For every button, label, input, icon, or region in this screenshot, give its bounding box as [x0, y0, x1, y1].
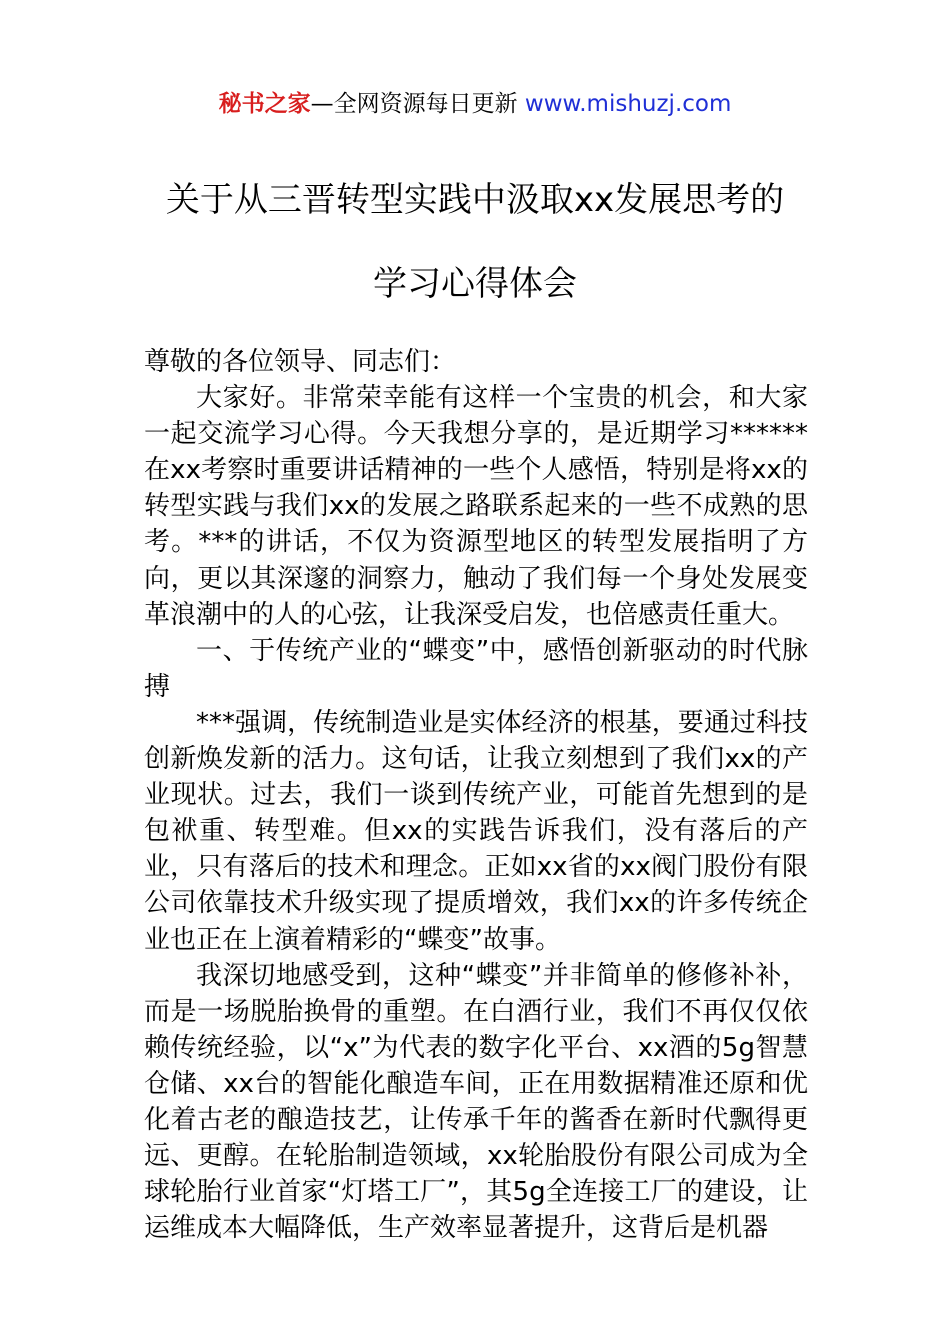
brand-name: 秘书之家 [218, 91, 311, 117]
document-body [144, 344, 808, 1246]
site-tagline: —全网资源每日更新 [310, 91, 518, 117]
paragraph-3: 我深切地感受到，这种“蝶变”并非简单的修修补补，而是一场脱胎换骨的重塑。在白酒行业，我们不再仅仅依赖传统经验，以“x”为代表的数字化平台、xx酒的5g智慧仓储、xx台的智能化酿造车间，正在用数据精准还原和优化着古老的酿造技艺，让传承千年的酱香在新时代飘得更远、更醇。在轮胎制造领域，xx轮胎股份有限公司成为全球轮胎行业首家“灯塔工厂”，其5g全连接工厂的建设，让运维成本大幅降低，生产效率显著提升，这背后是机器 [144, 960, 808, 1244]
paragraph-intro: 大家好。非常荣幸能有这样一个宝贵的机会，和大家一起交流学习心得。今天我想分享的，是近期学习******在xx考察时重要讲话精神的一些个人感悟，特别是将xx的转型实践与我们xx的发展之路联系起来的一些不成熟的思考。***的讲话，不仅为资源型地区的转型发展指明了方向，更以其深邃的洞察力，触动了我们每一个身处发展变革浪潮中的人的心弦，让我深受启发，也倍感责任重大。 [144, 383, 808, 630]
document-title [60, 158, 890, 326]
title-line-2: 学习心得体会 [373, 264, 577, 304]
site-url-link[interactable]: www.mishuzj.com [524, 91, 732, 117]
title-line-1: 关于从三晋转型实践中汲取xx发展思考的 [165, 180, 785, 220]
section-heading-1: 一、于传统产业的“蝶变”中，感悟创新驱动的时代脉搏 [144, 635, 808, 702]
site-header [0, 88, 950, 120]
paragraph-2: ***强调，传统制造业是实体经济的根基，要通过科技创新焕发新的活力。这句话，让我立刻想到了我们xx的产业现状。过去，我们一谈到传统产业，可能首先想到的是包袱重、转型难。但xx的实践告诉我们，没有落后的产业，只有落后的技术和理念。正如xx省的xx阀门股份有限公司依靠技术升级实现了提质增效，我们xx的许多传统企业也正在上演着精彩的“蝶变”故事。 [144, 707, 808, 955]
greeting: 尊敬的各位领导、同志们： [144, 347, 457, 377]
